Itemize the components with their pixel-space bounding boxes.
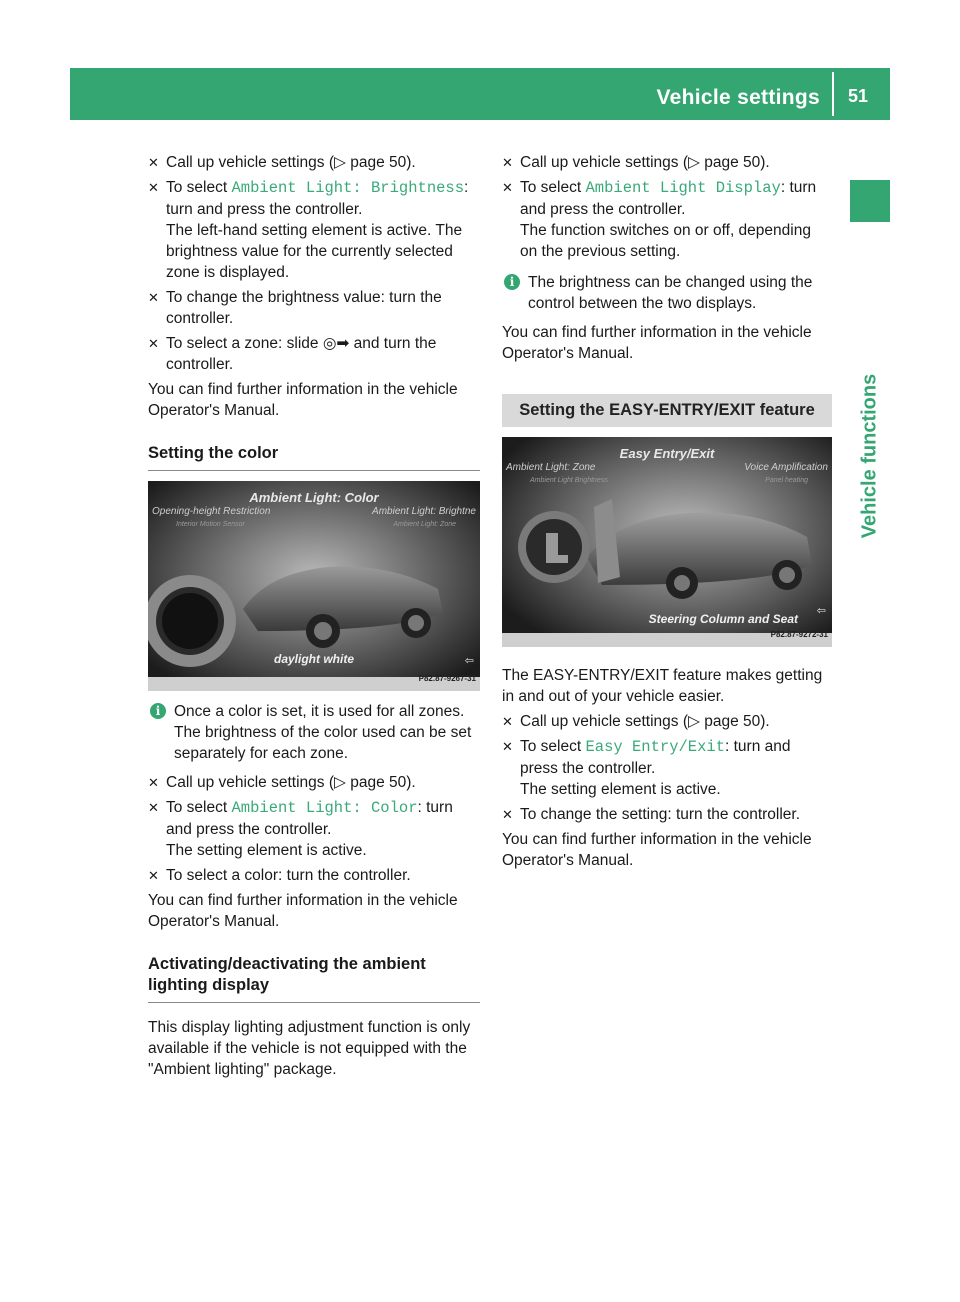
- side-tab-label: Vehicle functions: [858, 373, 881, 539]
- step-marker-icon: ✕: [148, 868, 159, 883]
- page-ref-arrow-icon: ▷: [688, 154, 700, 171]
- screen-menu-left: Ambient Light: Zone: [506, 462, 596, 473]
- section-heading: Setting the EASY-ENTRY/EXIT feature: [502, 394, 832, 427]
- figure-reference: P82.87-9272-31: [770, 630, 828, 639]
- back-icon: ⇦: [816, 605, 826, 617]
- step-marker-icon: ✕: [502, 739, 513, 754]
- right-column: [502, 152, 832, 875]
- step-marker-icon: ✕: [148, 336, 159, 351]
- screen-selected-value: Steering Column and Seat: [648, 612, 798, 626]
- page-title: Vehicle settings: [656, 86, 820, 109]
- screen-selected-value: daylight white: [273, 652, 354, 666]
- step-item: ✕ Call up vehicle settings (▷ page 50).: [502, 713, 770, 730]
- info-note: i Once a color is set, it is used for all zones. The brightness of the color used can be set separately for each zone.: [148, 701, 480, 764]
- header-divider: [832, 72, 834, 116]
- paragraph: You can find further information in the vehicle Operator's Manual.: [148, 892, 458, 930]
- screen-title: Ambient Light: Color: [249, 490, 379, 505]
- step-item: ✕ To select a color: turn the controller.: [148, 867, 411, 884]
- step-item: ✕ Call up vehicle settings (▷ page 50).: [502, 154, 770, 171]
- step-item: ✕ To select Easy Entry/Exit: turn and press the controller. The setting element is active.: [502, 738, 791, 798]
- figure-reference: P82.87-9267-31: [418, 674, 476, 683]
- page-ref-arrow-icon: ▷: [334, 154, 346, 171]
- section-heading: Setting the color: [148, 443, 480, 471]
- section-heading: Activating/deactivating the ambient lighting display: [148, 954, 480, 1003]
- menu-term: Ambient Light: Brightness: [231, 179, 465, 197]
- back-icon: ⇦: [464, 655, 474, 667]
- step-item: ✕ To change the setting: turn the controller.: [502, 806, 801, 823]
- screen-submenu-right: Ambient Light: Zone: [393, 521, 456, 528]
- step-marker-icon: ✕: [148, 155, 159, 170]
- step-marker-icon: ✕: [502, 807, 513, 822]
- info-icon: i: [504, 274, 520, 290]
- info-icon: i: [150, 703, 166, 719]
- controller-slide-icon: ◎➡: [322, 335, 350, 352]
- step-marker-icon: ✕: [502, 714, 513, 729]
- side-tab-block: [850, 180, 890, 222]
- paragraph: You can find further information in the vehicle Operator's Manual.: [502, 324, 812, 362]
- step-item: ✕ To change the brightness value: turn the controller.: [148, 289, 442, 327]
- screen-menu-left: Opening-height Restriction: [152, 506, 271, 517]
- paragraph: You can find further information in the vehicle Operator's Manual.: [148, 381, 458, 419]
- step-marker-icon: ✕: [148, 775, 159, 790]
- screenshot-ambient-color: [148, 481, 480, 691]
- screenshot-easy-entry: [502, 437, 832, 647]
- page-ref-arrow-icon: ▷: [334, 774, 346, 791]
- info-note: i The brightness can be changed using the control between the two displays.: [502, 272, 832, 314]
- menu-term: Easy Entry/Exit: [585, 738, 726, 756]
- step-item: ✕ To select Ambient Light: Brightness: turn and press the controller. The left-hand setting element is active. The brightness value for the currently selected zone is displayed.: [148, 179, 469, 281]
- step-marker-icon: ✕: [148, 800, 159, 815]
- menu-term: Ambient Light Display: [585, 179, 781, 197]
- step-item: ✕ To select Ambient Light Display: turn and press the controller. The function switches on or off, depending on the previous setting.: [502, 179, 817, 260]
- page-number: 51: [848, 86, 869, 106]
- screen-submenu-left: Ambient Light Brightness: [530, 477, 608, 484]
- menu-term: Ambient Light: Color: [231, 799, 418, 817]
- screen-submenu-left: Interior Motion Sensor: [176, 521, 245, 528]
- step-marker-icon: ✕: [502, 155, 513, 170]
- step-item: ✕ Call up vehicle settings (▷ page 50).: [148, 154, 416, 171]
- left-column: [148, 152, 480, 1084]
- step-item: ✕ Call up vehicle settings (▷ page 50).: [148, 774, 416, 791]
- step-marker-icon: ✕: [502, 180, 513, 195]
- screen-menu-right: Voice Amplification: [744, 462, 828, 473]
- step-item: ✕ To select a zone: slide ◎➡ and turn the controller.: [148, 335, 437, 373]
- screen-submenu-right: Panel heating: [765, 477, 808, 484]
- screen-title: Easy Entry/Exit: [619, 446, 715, 461]
- paragraph: This display lighting adjustment function is only available if the vehicle is not equipped with the "Ambient lighting" package.: [148, 1019, 471, 1078]
- paragraph: You can find further information in the vehicle Operator's Manual.: [502, 831, 812, 869]
- paragraph: The EASY-ENTRY/EXIT feature makes getting in and out of your vehicle easier.: [502, 667, 823, 705]
- step-marker-icon: ✕: [148, 290, 159, 305]
- screen-menu-right: Ambient Light: Brightne: [372, 506, 476, 517]
- page-ref-arrow-icon: ▷: [688, 713, 700, 730]
- step-marker-icon: ✕: [148, 180, 159, 195]
- step-item: ✕ To select Ambient Light: Color: turn and press the controller. The setting element is active.: [148, 799, 453, 859]
